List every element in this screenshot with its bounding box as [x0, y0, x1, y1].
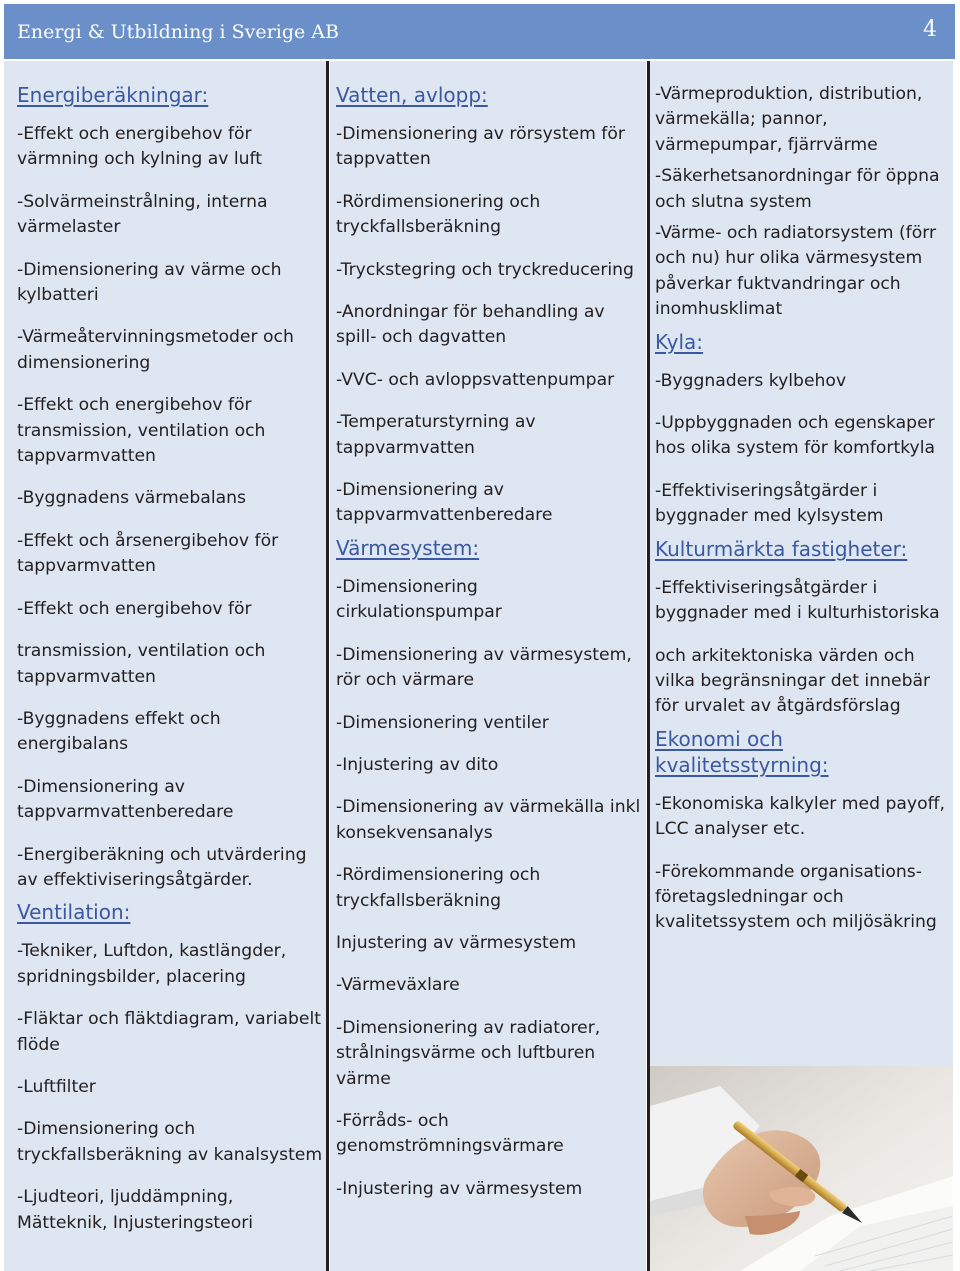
heating-production-item: -Säkerhetsanordningar för öppna och slutna system — [655, 166, 940, 212]
energy-item: -Energiberäkning och utvärdering av effektiviseringsåtgärder. — [17, 844, 307, 890]
ventilation-item: -Ljudteori, ljuddämpning, Mätteknik, Injusteringsteori — [17, 1187, 254, 1233]
water-item: -Dimensionering av tappvarmvattenberedare — [336, 480, 553, 526]
ventilation-item: -Dimensionering och tryckfallsberäkning av kanalsystem — [17, 1119, 323, 1165]
water-item: -Anordningar för behandling av spill- och dagvatten — [336, 302, 605, 348]
heating-item: -Dimensionering ventiler — [336, 712, 549, 733]
water-item: -Dimensionering av rörsystem för tappvatten — [336, 124, 625, 170]
cooling-item: -Effektiviseringsåtgärder i byggnader med kylsystem — [655, 480, 884, 527]
ventilation-item: -Fläktar och fläktdiagram, variabelt flöde — [17, 1009, 321, 1055]
energy-item: -Effekt och årsenergibehov för tappvarmvatten — [17, 530, 279, 577]
water-heading: Vatten, avlopp: — [336, 83, 488, 107]
water-item: -Temperaturstyrning av tappvarmvatten — [336, 412, 536, 458]
page-number: 4 — [923, 17, 937, 42]
heating-item: -Dimensionering av värmesystem, rör och värmare — [336, 644, 632, 691]
column-left — [4, 61, 326, 1271]
heritage-item: och arkitektoniska värden och vilka begränsningar det innebär för urvalet av åtgärdsförslag — [655, 645, 931, 717]
ventilation-item: -Luftfilter — [17, 1076, 96, 1097]
heating-item: -Injustering av dito — [336, 754, 499, 775]
water-item: -VVC- och avloppsvattenpumpar — [336, 369, 615, 390]
energy-item: -Byggnadens värmebalans — [17, 488, 246, 509]
ventilation-item: -Tekniker, Luftdon, kastlängder, spridningsbilder, placering — [17, 941, 287, 987]
energy-item: -Byggnadens effekt och energibalans — [17, 708, 221, 755]
heating-item: -Injustering av värmesystem — [336, 1178, 583, 1199]
energy-item: -Effekt och energibehov för värmning och kylning av luft — [17, 124, 263, 170]
heating-item: -Dimensionering av värmekälla inkl konsekvensanalys — [336, 797, 641, 843]
heating-production-item: -Värmeproduktion, distribution, värmekälla; pannor, värmepumpar, fjärrvärme — [655, 84, 923, 155]
hand-with-pen-image — [650, 1066, 953, 1271]
header-title: Energi & Utbildning i Sverige AB — [17, 21, 339, 43]
column-divider — [326, 61, 329, 1271]
column-middle — [330, 61, 646, 1271]
heating-item: -Dimensionering av radiatorer, strålningsvärme och luftburen värme — [336, 1017, 601, 1089]
heating-production-item: -Värme- och radiatorsystem (förr och nu) hur olika värmesystem påverkar fuktvandringar och inomhusklimat — [655, 223, 937, 320]
heating-heading: Värmesystem: — [336, 535, 480, 560]
heating-item: -Förråds- och genomströmningsvärmare — [336, 1110, 564, 1157]
energy-item: -Dimensionering av värme och kylbatteri — [17, 259, 282, 306]
energy-item: transmission, ventilation och tappvarmvatten — [17, 641, 266, 687]
cooling-item: -Uppbyggnaden och egenskaper hos olika system för komfortkyla — [655, 413, 936, 459]
heating-item: -Rördimensionering och tryckfallsberäkning — [336, 865, 541, 911]
heating-item: Injustering av värmesystem — [336, 932, 577, 953]
energy-item: -Effekt och energibehov för transmission, ventilation och tappvarmvatten — [17, 395, 266, 467]
heritage-item: -Effektiviseringsåtgärder i byggnader med i kulturhistoriska — [655, 577, 940, 624]
heating-item: -Dimensionering cirkulationspumpar — [336, 576, 502, 623]
energy-item: -Dimensionering av tappvarmvattenberedare — [17, 776, 234, 823]
cooling-heading: Kyla: — [655, 329, 704, 354]
page-header — [4, 4, 955, 59]
energy-item: -Värmeåtervinningsmetoder och dimensionering — [17, 327, 294, 373]
economy-heading: Ekonomi och kvalitetsstyrning: — [655, 726, 829, 777]
economy-item: -Förekommande organisations-företagsledningar och kvalitetssystem och miljösäkring — [655, 861, 937, 933]
economy-item: -Ekonomiska kalkyler med payoff, LCC analyser etc. — [655, 793, 945, 840]
heating-item: -Värmeväxlare — [336, 975, 460, 996]
cooling-item: -Byggnaders kylbehov — [655, 370, 847, 391]
ventilation-heading: Ventilation: — [17, 900, 131, 925]
energy-item: -Solvärmeinstrålning, interna värmelaster — [17, 191, 268, 238]
hand-writing-photo — [650, 1066, 953, 1271]
energy-heading: Energiberäkningar: — [17, 83, 209, 107]
energy-item: -Effekt och energibehov för — [17, 598, 252, 619]
water-item: -Rördimensionering och tryckfallsberäkning — [336, 191, 541, 238]
water-item: -Tryckstegring och tryckreducering — [336, 259, 634, 280]
heritage-heading: Kulturmärkta fastigheter: — [655, 536, 908, 561]
